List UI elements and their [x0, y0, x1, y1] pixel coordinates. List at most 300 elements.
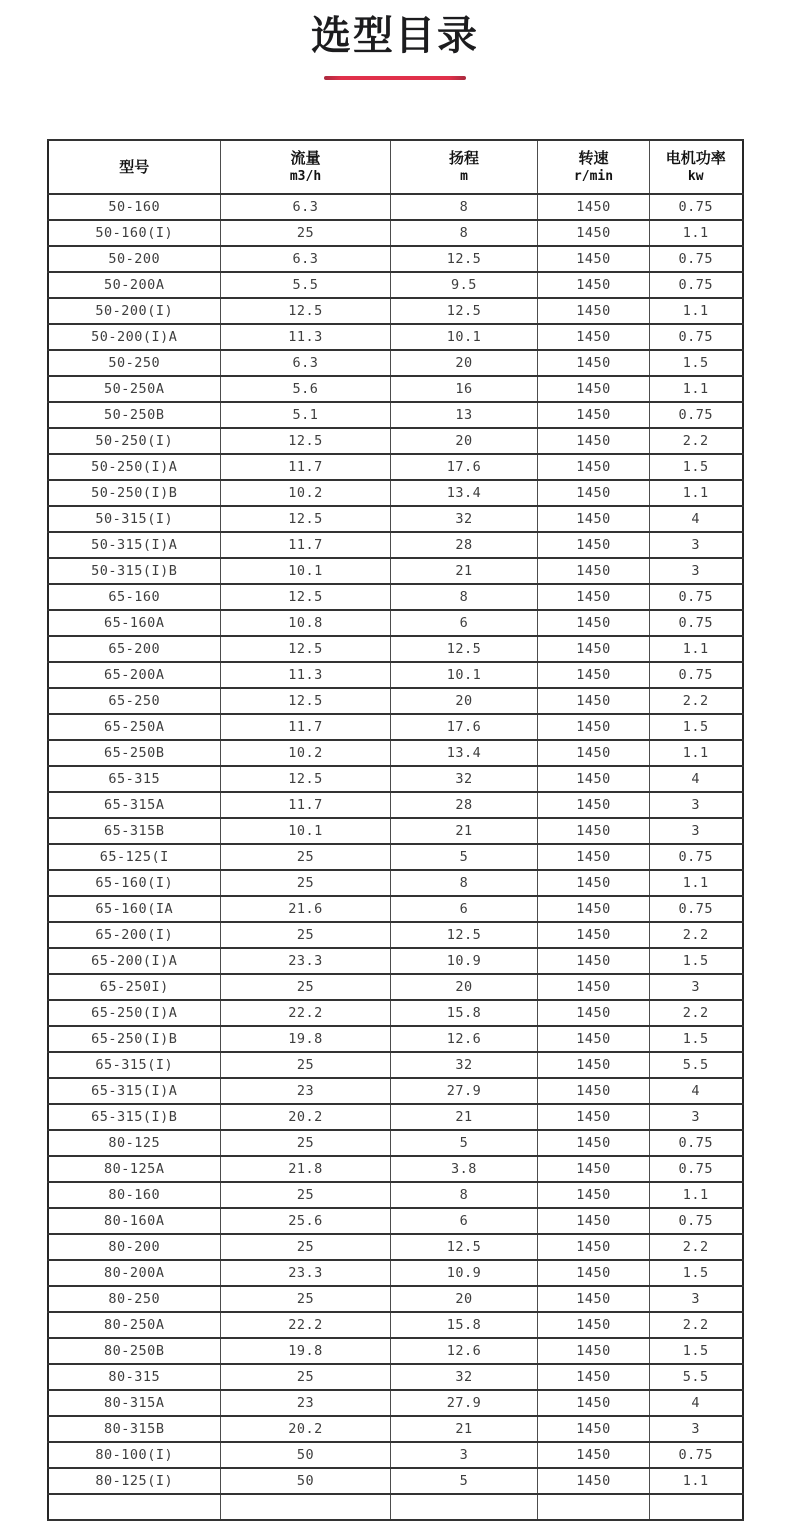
cell-head: 5	[391, 1468, 538, 1494]
cell-speed: 1450	[538, 1208, 650, 1234]
cell-power: 3	[650, 532, 743, 558]
cell-power: 3	[650, 558, 743, 584]
table-row	[48, 1286, 743, 1312]
cell-head: 8	[391, 870, 538, 896]
cell-power: 1.5	[650, 1260, 743, 1286]
cell-model: 50-160(I)	[48, 220, 221, 246]
table-row	[48, 428, 743, 454]
cell-flow: 25	[221, 844, 391, 870]
cell-power: 0.75	[650, 844, 743, 870]
cell-flow: 11.7	[221, 454, 391, 480]
cell-speed: 1450	[538, 220, 650, 246]
header-power-label: 电机功率	[665, 149, 726, 167]
cell-head: 12.5	[391, 298, 538, 324]
column-header-model	[48, 140, 221, 194]
cell-head: 5	[391, 844, 538, 870]
cell-power: 0.75	[650, 402, 743, 428]
cell-flow: 25	[221, 1182, 391, 1208]
cell-flow: 20.2	[221, 1104, 391, 1130]
cell-power: 5.5	[650, 1364, 743, 1390]
cell-power: 1.5	[650, 454, 743, 480]
cell-flow: 19.8	[221, 1026, 391, 1052]
cell-model: 80-315A	[48, 1390, 221, 1416]
cell-head: 13.4	[391, 740, 538, 766]
cell-speed: 1450	[538, 922, 650, 948]
cell-model: 80-125(I)	[48, 1468, 221, 1494]
cell-flow: 11.7	[221, 792, 391, 818]
cell-model: 65-200	[48, 636, 221, 662]
cell-model: 50-250(I)A	[48, 454, 221, 480]
cell-head: 10.1	[391, 662, 538, 688]
table-row	[48, 558, 743, 584]
selection-catalog-table	[47, 139, 744, 1521]
cell-power: 0.75	[650, 194, 743, 220]
table-header	[48, 140, 743, 194]
cell-flow: 12.5	[221, 766, 391, 792]
cell-speed: 1450	[538, 766, 650, 792]
table-row	[48, 1442, 743, 1468]
cell-head: 10.9	[391, 1260, 538, 1286]
cell-speed: 1450	[538, 688, 650, 714]
cell-flow: 50	[221, 1468, 391, 1494]
cell-model: 65-160(IA	[48, 896, 221, 922]
cell-model: 65-315(I)B	[48, 1104, 221, 1130]
cell-head: 3	[391, 1442, 538, 1468]
cell-speed: 1450	[538, 1390, 650, 1416]
cell-speed: 1450	[538, 636, 650, 662]
cell-head: 13.4	[391, 480, 538, 506]
table-row	[48, 792, 743, 818]
cell-head: 16	[391, 376, 538, 402]
cell-model: 80-250B	[48, 1338, 221, 1364]
cell-power: 4	[650, 1390, 743, 1416]
cell-head: 9.5	[391, 272, 538, 298]
table-row	[48, 1390, 743, 1416]
cell-power: 2.2	[650, 1234, 743, 1260]
cell-head: 8	[391, 220, 538, 246]
cell-flow: 5.6	[221, 376, 391, 402]
cell-flow: 25	[221, 1286, 391, 1312]
cell-power: 0.75	[650, 662, 743, 688]
cell-speed: 1450	[538, 844, 650, 870]
cell-head: 6	[391, 1208, 538, 1234]
cell-flow: 25	[221, 1234, 391, 1260]
cell-flow: 12.5	[221, 298, 391, 324]
cell-model: 65-250	[48, 688, 221, 714]
cell-flow: 6.3	[221, 350, 391, 376]
table-row	[48, 376, 743, 402]
cell-model: 50-160	[48, 194, 221, 220]
cell-speed: 1450	[538, 1234, 650, 1260]
table-row	[48, 1182, 743, 1208]
cell-model: 50-250	[48, 350, 221, 376]
cell-speed: 1450	[538, 818, 650, 844]
header-flow-label: 流量	[290, 149, 321, 167]
cell-flow: 11.7	[221, 532, 391, 558]
table-row	[48, 1338, 743, 1364]
cell-speed: 1450	[538, 272, 650, 298]
cell-model: 80-125A	[48, 1156, 221, 1182]
cell-flow: 23	[221, 1078, 391, 1104]
cell-head: 17.6	[391, 714, 538, 740]
cell-power: 1.1	[650, 480, 743, 506]
cell-head: 8	[391, 584, 538, 610]
cell-head: 10.9	[391, 948, 538, 974]
table-row	[48, 922, 743, 948]
table-row	[48, 402, 743, 428]
cell-model: 50-200A	[48, 272, 221, 298]
cell-head: 12.5	[391, 1234, 538, 1260]
cell-model: 50-200(I)A	[48, 324, 221, 350]
cell-power: 4	[650, 766, 743, 792]
cell-flow: 25	[221, 922, 391, 948]
cell-head: 12.5	[391, 246, 538, 272]
cell-flow: 11.7	[221, 714, 391, 740]
cell-flow: 23.3	[221, 1260, 391, 1286]
cell-model: 65-250B	[48, 740, 221, 766]
table-row	[48, 688, 743, 714]
table-row	[48, 740, 743, 766]
cell-head: 3.8	[391, 1156, 538, 1182]
cell-flow: 23.3	[221, 948, 391, 974]
cell-head: 10.1	[391, 324, 538, 350]
cell-flow: 10.2	[221, 480, 391, 506]
cell-model: 65-250A	[48, 714, 221, 740]
cell-model: 50-315(I)A	[48, 532, 221, 558]
cell-flow: 6.3	[221, 194, 391, 220]
cell-model: 80-250A	[48, 1312, 221, 1338]
cell-model: 65-315	[48, 766, 221, 792]
cell-flow: 25	[221, 220, 391, 246]
cell-power: 0.75	[650, 272, 743, 298]
cell-speed: 1450	[538, 662, 650, 688]
table-row	[48, 1156, 743, 1182]
cell-model: 65-250I)	[48, 974, 221, 1000]
cell-model: 50-250B	[48, 402, 221, 428]
cell-flow: 25	[221, 1130, 391, 1156]
cell-head: 15.8	[391, 1000, 538, 1026]
cell-model: 80-250	[48, 1286, 221, 1312]
table-row	[48, 350, 743, 376]
cell-power: 0.75	[650, 1156, 743, 1182]
cell-power: 0.75	[650, 246, 743, 272]
cell-model: 50-250A	[48, 376, 221, 402]
cell-speed: 1450	[538, 1104, 650, 1130]
cell-head	[391, 1494, 538, 1520]
cell-model: 65-200A	[48, 662, 221, 688]
cell-head: 20	[391, 428, 538, 454]
table-row	[48, 298, 743, 324]
table-row	[48, 1416, 743, 1442]
table-row	[48, 870, 743, 896]
title-underline	[324, 76, 466, 80]
cell-model: 80-200A	[48, 1260, 221, 1286]
table-row	[48, 844, 743, 870]
cell-model: 65-250(I)B	[48, 1026, 221, 1052]
cell-flow: 5.1	[221, 402, 391, 428]
cell-power: 0.75	[650, 896, 743, 922]
cell-flow: 10.8	[221, 610, 391, 636]
cell-power: 3	[650, 818, 743, 844]
cell-model: 65-200(I)A	[48, 948, 221, 974]
table-row	[48, 1208, 743, 1234]
cell-speed: 1450	[538, 506, 650, 532]
cell-speed: 1450	[538, 1130, 650, 1156]
cell-head: 15.8	[391, 1312, 538, 1338]
cell-power: 3	[650, 792, 743, 818]
table-row	[48, 1052, 743, 1078]
cell-speed: 1450	[538, 1182, 650, 1208]
cell-flow: 11.3	[221, 324, 391, 350]
table-row	[48, 1130, 743, 1156]
cell-power: 3	[650, 974, 743, 1000]
cell-speed: 1450	[538, 1260, 650, 1286]
cell-head: 28	[391, 792, 538, 818]
table-row	[48, 948, 743, 974]
cell-flow: 10.2	[221, 740, 391, 766]
table-row-partial	[48, 1494, 743, 1520]
cell-speed: 1450	[538, 324, 650, 350]
cell-head: 27.9	[391, 1390, 538, 1416]
cell-speed: 1450	[538, 532, 650, 558]
cell-power: 1.1	[650, 298, 743, 324]
cell-power: 0.75	[650, 584, 743, 610]
cell-power: 4	[650, 1078, 743, 1104]
cell-power: 0.75	[650, 610, 743, 636]
cell-head: 6	[391, 896, 538, 922]
cell-speed: 1450	[538, 454, 650, 480]
table-row	[48, 1078, 743, 1104]
header-speed-unit: r/min	[573, 169, 614, 184]
cell-head: 32	[391, 766, 538, 792]
cell-speed: 1450	[538, 1078, 650, 1104]
cell-flow: 25	[221, 974, 391, 1000]
cell-flow: 20.2	[221, 1416, 391, 1442]
table-row	[48, 610, 743, 636]
cell-model: 65-315A	[48, 792, 221, 818]
cell-power: 2.2	[650, 1000, 743, 1026]
column-header-power	[650, 140, 743, 194]
cell-speed: 1450	[538, 1312, 650, 1338]
cell-power: 1.1	[650, 1468, 743, 1494]
table-row	[48, 974, 743, 1000]
cell-model: 80-160A	[48, 1208, 221, 1234]
cell-head: 5	[391, 1130, 538, 1156]
table-row	[48, 324, 743, 350]
table-row	[48, 714, 743, 740]
cell-flow: 12.5	[221, 688, 391, 714]
cell-power: 0.75	[650, 1442, 743, 1468]
cell-head: 17.6	[391, 454, 538, 480]
cell-model: 65-315(I)	[48, 1052, 221, 1078]
cell-speed: 1450	[538, 376, 650, 402]
cell-model: 50-250(I)	[48, 428, 221, 454]
table-row	[48, 272, 743, 298]
cell-head: 8	[391, 194, 538, 220]
cell-power: 2.2	[650, 428, 743, 454]
cell-speed: 1450	[538, 350, 650, 376]
cell-power: 3	[650, 1416, 743, 1442]
cell-model: 65-125(I	[48, 844, 221, 870]
table-body	[48, 194, 743, 1520]
cell-model: 80-200	[48, 1234, 221, 1260]
cell-flow: 22.2	[221, 1000, 391, 1026]
cell-speed: 1450	[538, 792, 650, 818]
cell-head: 20	[391, 974, 538, 1000]
cell-speed: 1450	[538, 402, 650, 428]
cell-flow: 6.3	[221, 246, 391, 272]
cell-flow: 25	[221, 870, 391, 896]
table-row	[48, 1026, 743, 1052]
cell-model: 65-315(I)A	[48, 1078, 221, 1104]
header-flow-unit: m3/h	[289, 169, 322, 184]
cell-power: 3	[650, 1286, 743, 1312]
table-row	[48, 506, 743, 532]
cell-model: 65-160	[48, 584, 221, 610]
table-row	[48, 1364, 743, 1390]
cell-power: 5.5	[650, 1052, 743, 1078]
table-row	[48, 246, 743, 272]
cell-flow: 10.1	[221, 558, 391, 584]
table-row	[48, 194, 743, 220]
header-head-label: 扬程	[448, 149, 479, 167]
header-power-unit: kw	[687, 169, 704, 184]
cell-flow: 12.5	[221, 636, 391, 662]
header-model-label: 型号	[119, 157, 150, 176]
cell-speed: 1450	[538, 428, 650, 454]
cell-power: 1.1	[650, 1182, 743, 1208]
header-speed-label: 转速	[578, 149, 609, 167]
cell-power: 2.2	[650, 1312, 743, 1338]
table-row	[48, 636, 743, 662]
column-header-head	[391, 140, 538, 194]
cell-speed: 1450	[538, 1156, 650, 1182]
cell-head: 21	[391, 818, 538, 844]
cell-power	[650, 1494, 743, 1520]
cell-flow: 5.5	[221, 272, 391, 298]
cell-power: 3	[650, 1104, 743, 1130]
cell-power: 1.5	[650, 948, 743, 974]
cell-power: 1.1	[650, 870, 743, 896]
table-row	[48, 584, 743, 610]
cell-flow: 12.5	[221, 428, 391, 454]
cell-head: 27.9	[391, 1078, 538, 1104]
cell-model: 80-315B	[48, 1416, 221, 1442]
cell-power: 1.1	[650, 220, 743, 246]
cell-power: 1.1	[650, 636, 743, 662]
cell-speed: 1450	[538, 714, 650, 740]
cell-flow: 10.1	[221, 818, 391, 844]
cell-flow: 12.5	[221, 506, 391, 532]
cell-power: 0.75	[650, 1208, 743, 1234]
header-head-unit: m	[460, 169, 468, 184]
cell-speed: 1450	[538, 480, 650, 506]
cell-power: 1.5	[650, 714, 743, 740]
cell-flow: 23	[221, 1390, 391, 1416]
cell-power: 2.2	[650, 922, 743, 948]
header-row	[48, 140, 743, 194]
cell-model: 65-250(I)A	[48, 1000, 221, 1026]
table-row	[48, 1468, 743, 1494]
cell-flow: 22.2	[221, 1312, 391, 1338]
cell-speed: 1450	[538, 1286, 650, 1312]
cell-flow: 12.5	[221, 584, 391, 610]
table-row	[48, 766, 743, 792]
table-row	[48, 1260, 743, 1286]
cell-flow: 25	[221, 1052, 391, 1078]
cell-speed: 1450	[538, 1468, 650, 1494]
cell-model: 65-200(I)	[48, 922, 221, 948]
cell-flow: 21.6	[221, 896, 391, 922]
cell-flow: 11.3	[221, 662, 391, 688]
cell-flow: 19.8	[221, 1338, 391, 1364]
cell-speed: 1450	[538, 610, 650, 636]
cell-speed: 1450	[538, 974, 650, 1000]
table-row	[48, 896, 743, 922]
table-row	[48, 1312, 743, 1338]
cell-head: 28	[391, 532, 538, 558]
cell-head: 21	[391, 558, 538, 584]
cell-head: 32	[391, 506, 538, 532]
cell-head: 12.5	[391, 922, 538, 948]
cell-head: 12.5	[391, 636, 538, 662]
cell-model: 80-315	[48, 1364, 221, 1390]
cell-flow: 50	[221, 1442, 391, 1468]
cell-head: 32	[391, 1364, 538, 1390]
cell-speed: 1450	[538, 194, 650, 220]
cell-model	[48, 1494, 221, 1520]
cell-power: 0.75	[650, 324, 743, 350]
cell-head: 12.6	[391, 1026, 538, 1052]
cell-flow: 25.6	[221, 1208, 391, 1234]
cell-speed: 1450	[538, 1000, 650, 1026]
cell-model: 50-315(I)	[48, 506, 221, 532]
table-row	[48, 480, 743, 506]
cell-model: 65-160A	[48, 610, 221, 636]
cell-model: 80-100(I)	[48, 1442, 221, 1468]
table-row	[48, 1000, 743, 1026]
cell-model: 50-200	[48, 246, 221, 272]
column-header-flow	[221, 140, 391, 194]
cell-power: 4	[650, 506, 743, 532]
cell-power: 2.2	[650, 688, 743, 714]
cell-head: 20	[391, 688, 538, 714]
cell-head: 12.6	[391, 1338, 538, 1364]
cell-model: 50-200(I)	[48, 298, 221, 324]
cell-flow	[221, 1494, 391, 1520]
table-row	[48, 454, 743, 480]
cell-flow: 25	[221, 1364, 391, 1390]
cell-speed	[538, 1494, 650, 1520]
cell-head: 32	[391, 1052, 538, 1078]
cell-speed: 1450	[538, 896, 650, 922]
cell-head: 20	[391, 1286, 538, 1312]
column-header-speed	[538, 140, 650, 194]
cell-model: 50-315(I)B	[48, 558, 221, 584]
cell-power: 1.5	[650, 350, 743, 376]
table-row	[48, 662, 743, 688]
cell-head: 6	[391, 610, 538, 636]
cell-speed: 1450	[538, 298, 650, 324]
cell-speed: 1450	[538, 1052, 650, 1078]
cell-speed: 1450	[538, 870, 650, 896]
cell-speed: 1450	[538, 1416, 650, 1442]
cell-power: 1.1	[650, 740, 743, 766]
cell-speed: 1450	[538, 740, 650, 766]
table-row	[48, 1234, 743, 1260]
cell-flow: 21.8	[221, 1156, 391, 1182]
table-row	[48, 818, 743, 844]
